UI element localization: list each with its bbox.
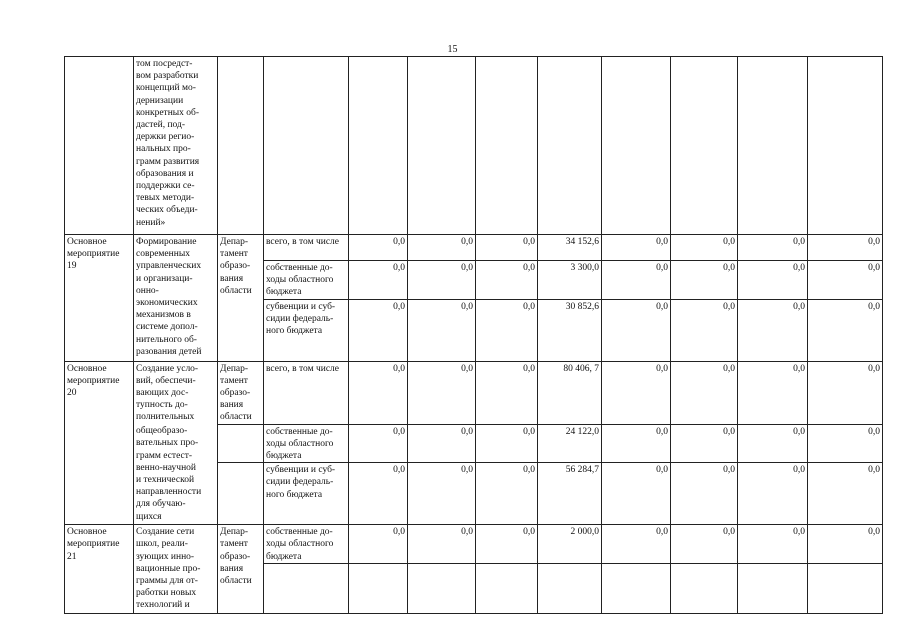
- value-cell: 2 000,0: [538, 525, 602, 564]
- value-cell: 0,0: [349, 361, 408, 424]
- value-cell: 0,0: [808, 424, 883, 463]
- value-cell: 0,0: [349, 299, 408, 361]
- value-cell: 0,0: [671, 299, 738, 361]
- value-cell: 0,0: [476, 463, 538, 525]
- value-cell: 0,0: [808, 525, 883, 564]
- measure-description: Создание сети школ, реали- зующих инно- вационные про- граммы для от- работки новых технологий и: [134, 525, 218, 614]
- funding-source: собственные до- ходы областного бюджета: [264, 424, 349, 463]
- table-row: [65, 525, 883, 564]
- funding-source: субвенции и суб- сидии федераль- ного бюджета: [264, 299, 349, 361]
- funding-source: собственные до- ходы областного бюджета: [264, 261, 349, 300]
- value-cell: 0,0: [602, 361, 671, 424]
- value-cell: 0,0: [476, 235, 538, 261]
- measure-name: Основное мероприятие 20: [65, 361, 134, 525]
- value-cell: 0,0: [408, 463, 476, 525]
- value-cell: 0,0: [808, 361, 883, 424]
- value-cell: 0,0: [408, 235, 476, 261]
- value-cell: 0,0: [408, 261, 476, 300]
- measure-name: Основное мероприятие 21: [65, 525, 134, 614]
- value-cell: 0,0: [602, 424, 671, 463]
- value-cell: 0,0: [808, 261, 883, 300]
- value-cell: 0,0: [602, 525, 671, 564]
- measure-executor: Депар- тамент образо- вания области: [218, 525, 264, 614]
- value-cell: 0,0: [476, 424, 538, 463]
- value-cell: 30 852,6: [538, 299, 602, 361]
- value-cell: 3 300,0: [538, 261, 602, 300]
- value-cell: 0,0: [408, 424, 476, 463]
- value-cell: 0,0: [738, 299, 808, 361]
- measure-executor: Депар- тамент образо- вания области: [218, 361, 264, 424]
- value-cell: 0,0: [349, 525, 408, 564]
- value-cell: 80 406, 7: [538, 361, 602, 424]
- value-cell: 0,0: [671, 261, 738, 300]
- value-cell: 0,0: [738, 361, 808, 424]
- continuation-description: том посредст- вом разработки концепций мо- дернизации конкретных об- дастей, под- держки регио- нальных про- грамм развития образования и поддержки се- тевых методи- ческих объеди- нений»: [134, 57, 218, 235]
- value-cell: 0,0: [671, 424, 738, 463]
- value-cell: 34 152,6: [538, 235, 602, 261]
- funding-source: всего, в том числе: [264, 235, 349, 261]
- value-cell: 0,0: [671, 235, 738, 261]
- funding-source: субвенции и суб- сидии федераль- ного бюджета: [264, 463, 349, 525]
- page-number: 15: [447, 44, 458, 55]
- value-cell: 0,0: [738, 525, 808, 564]
- value-cell: 0,0: [349, 463, 408, 525]
- value-cell: 24 122,0: [538, 424, 602, 463]
- value-cell: 0,0: [408, 525, 476, 564]
- funding-source: собственные до- ходы областного бюджета: [264, 525, 349, 564]
- value-cell: 0,0: [476, 299, 538, 361]
- value-cell: 0,0: [671, 463, 738, 525]
- value-cell: 0,0: [476, 525, 538, 564]
- value-cell: 0,0: [602, 261, 671, 300]
- value-cell: 0,0: [738, 261, 808, 300]
- value-cell: 0,0: [602, 235, 671, 261]
- measure-description: Формирование современных управленческих и организаци- онно- экономических механизмов в системе допол- нительного об- разования детей: [134, 235, 218, 362]
- value-cell: 0,0: [738, 235, 808, 261]
- value-cell: 0,0: [602, 299, 671, 361]
- value-cell: 0,0: [738, 463, 808, 525]
- value-cell: 0,0: [808, 463, 883, 525]
- budget-table: [64, 56, 883, 614]
- value-cell: 0,0: [602, 463, 671, 525]
- value-cell: 0,0: [408, 299, 476, 361]
- table-row: [65, 235, 883, 261]
- measure-description-continued: общеобразо- вательных про- грамм естест- венно-научной и технической направленности для обучаю- щихся: [134, 424, 218, 525]
- measure-name: Основное мероприятие 19: [65, 235, 134, 362]
- value-cell: 0,0: [476, 261, 538, 300]
- value-cell: 0,0: [349, 261, 408, 300]
- funding-source: всего, в том числе: [264, 361, 349, 424]
- value-cell: 0,0: [349, 235, 408, 261]
- continuation-row: [65, 57, 883, 235]
- measure-description: Создание усло- вий, обеспечи- вающих дос- тупность до- полнительных: [134, 361, 218, 424]
- value-cell: 0,0: [808, 235, 883, 261]
- value-cell: 0,0: [738, 424, 808, 463]
- value-cell: 0,0: [671, 525, 738, 564]
- continuation-name-cell: [65, 57, 134, 235]
- measure-executor: Депар- тамент образо- вания области: [218, 235, 264, 362]
- table-row: [65, 361, 883, 424]
- value-cell: 0,0: [808, 299, 883, 361]
- value-cell: 0,0: [408, 361, 476, 424]
- value-cell: 0,0: [671, 361, 738, 424]
- value-cell: 56 284,7: [538, 463, 602, 525]
- value-cell: 0,0: [349, 424, 408, 463]
- table-row: [65, 424, 883, 463]
- value-cell: 0,0: [476, 361, 538, 424]
